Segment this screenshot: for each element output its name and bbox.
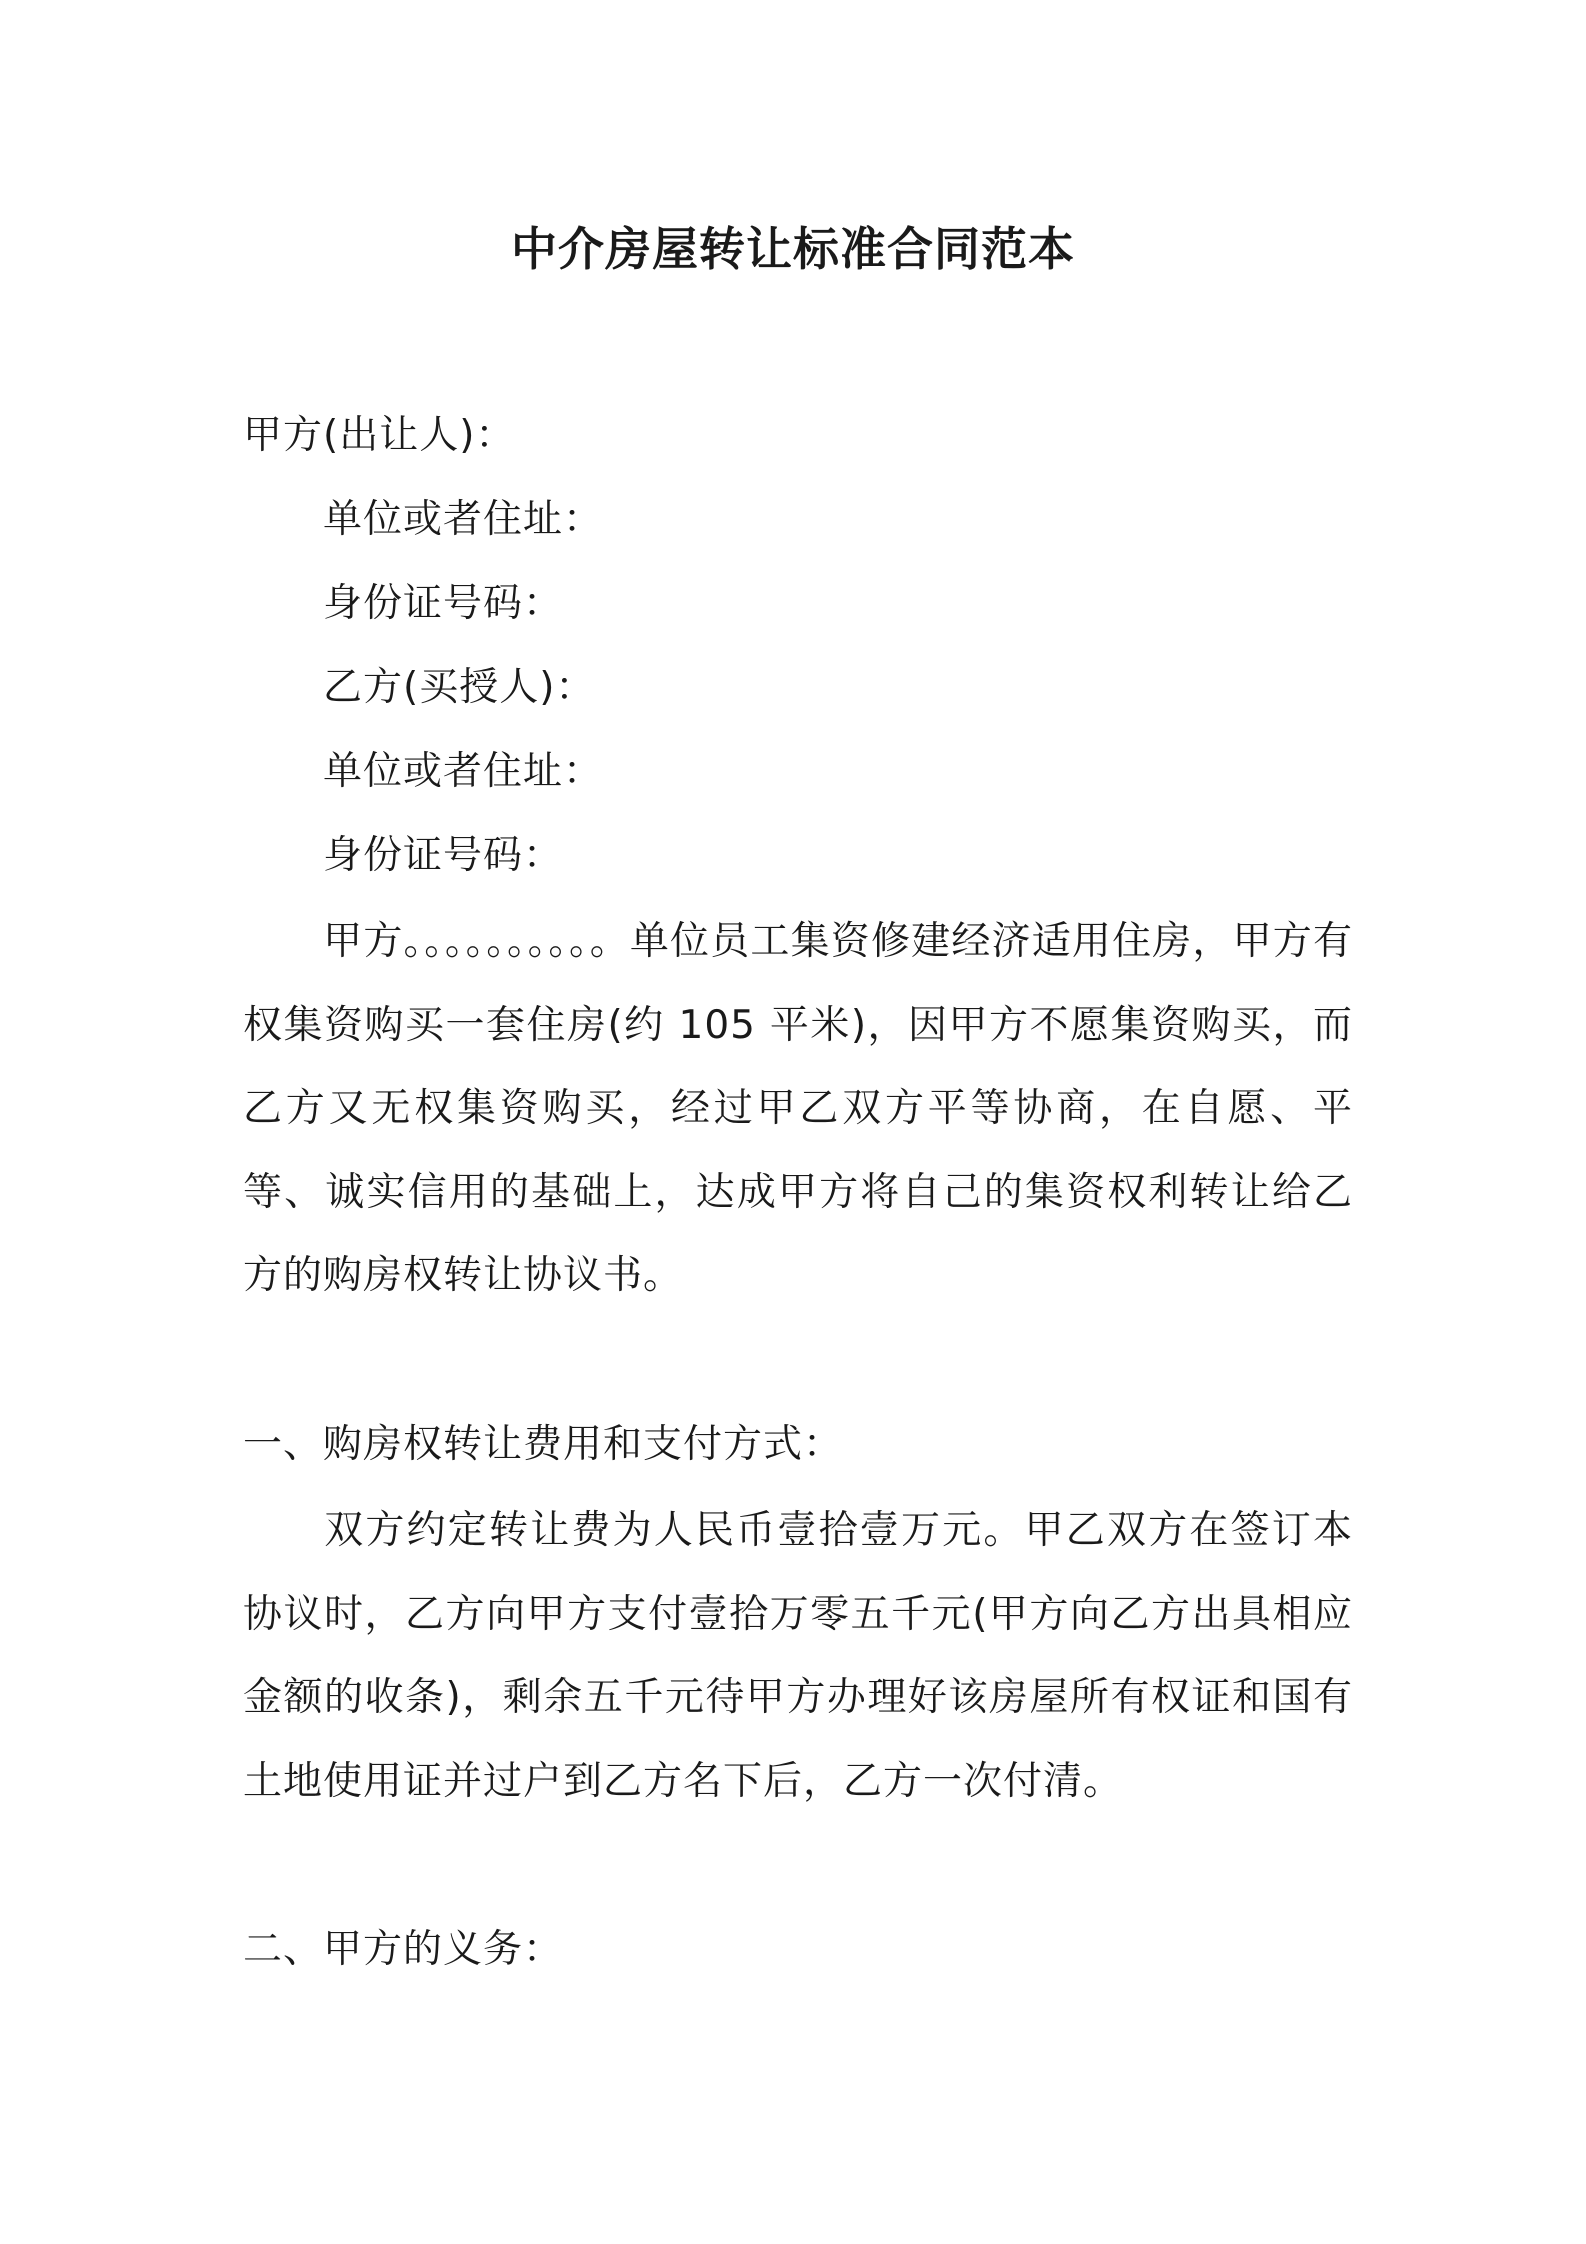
document-title: 中介房屋转让标准合同范本 xyxy=(511,222,1075,276)
preamble-paragraph xyxy=(243,900,1353,1318)
section-1-paragraph xyxy=(243,1489,1353,1823)
section-2-heading: 二、甲方的义务： xyxy=(243,1927,564,1972)
section-1-heading: 一、购房权转让费用和支付方式： xyxy=(243,1422,844,1467)
party-b-id-label: 身份证号码： xyxy=(323,833,564,878)
party-b-label: 乙方(买授人)： xyxy=(323,665,596,710)
party-a-address-label: 单位或者住址： xyxy=(323,497,604,542)
preamble-text: 甲方。。。。。。。。。。单位员工集资修建经济适用住房，甲方有权集资购买一套住房(约 105 平米)，因甲方不愿集资购买，而乙方又无权集资购买，经过甲乙双方平等协商，在自愿、平等、诚实信用的基础上，达成甲方将自己的集资权利转让给乙方的购房权转让协议书。 xyxy=(243,919,1353,1298)
party-a-id-label: 身份证号码： xyxy=(323,581,564,626)
party-a-label: 甲方(出让人)： xyxy=(243,413,516,458)
section-1-text: 双方约定转让费为人民币壹拾壹万元。甲乙双方在签订本协议时，乙方向甲方支付壹拾万零五千元(甲方向乙方出具相应金额的收条)，剩余五千元待甲方办理好该房屋所有权证和国有土地使用证并过户到乙方名下后，乙方一次付清。 xyxy=(243,1508,1353,1804)
party-b-address-label: 单位或者住址： xyxy=(323,749,604,794)
